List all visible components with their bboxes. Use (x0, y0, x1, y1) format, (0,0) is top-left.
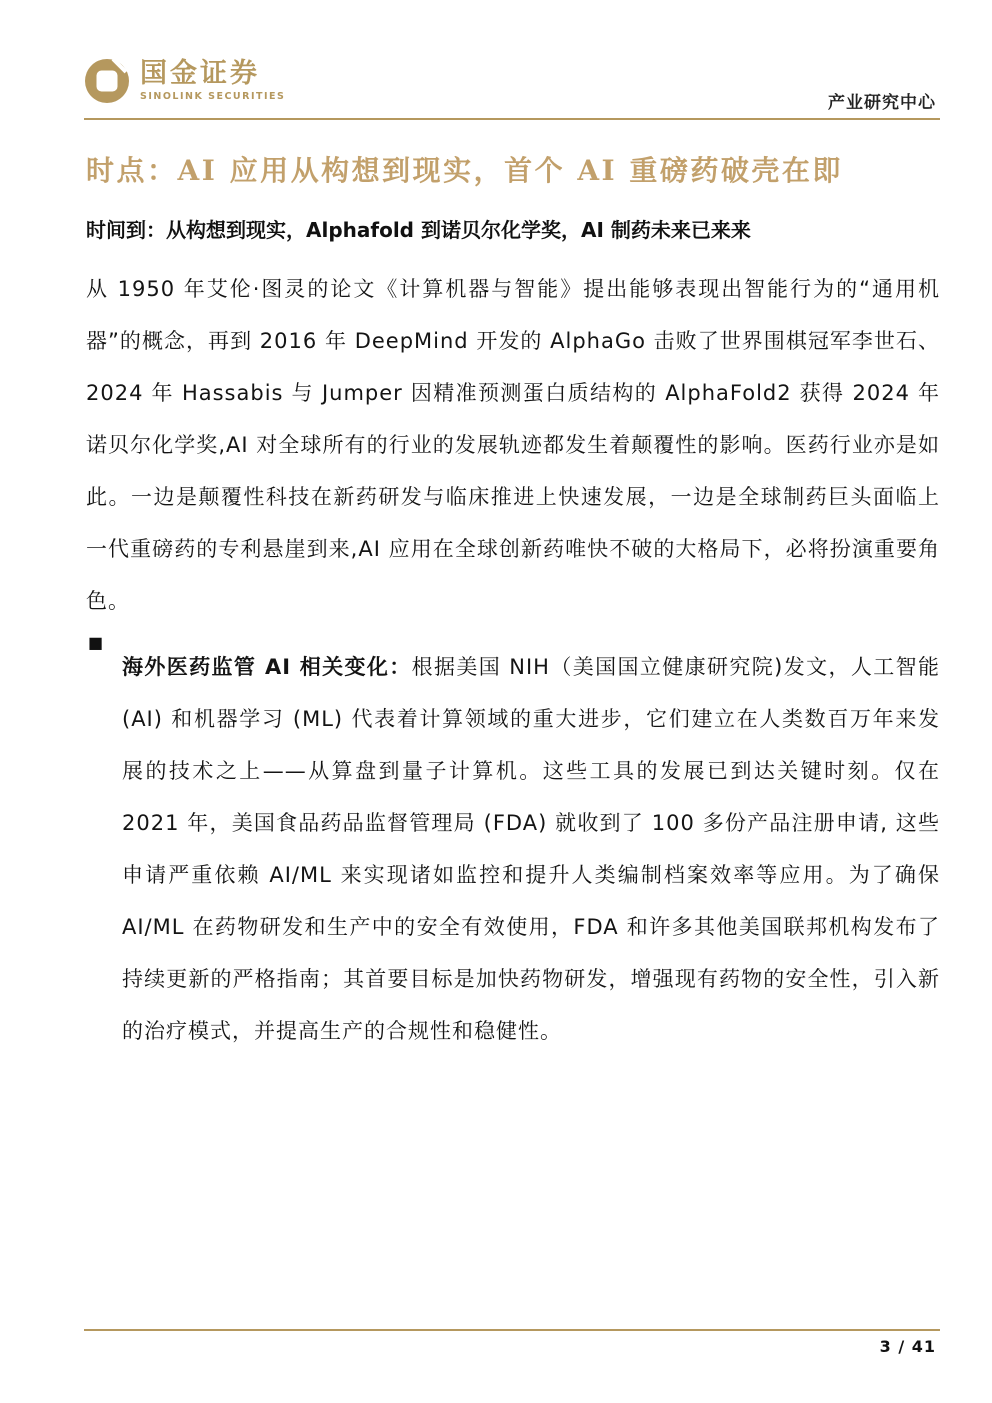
brand-name-en: SINOLINK SECURITIES (140, 91, 286, 103)
bullet-item (86, 620, 940, 1078)
brand-name-cn: 国金证券 (140, 58, 260, 90)
sinolink-logo-icon (84, 58, 130, 104)
bullet-rest: 根据美国 NIH（美国国立健康研究院)发文，人工智能 (AI) 和机器学习 (ML) 代表着计算领域的重大进步，它们建立在人类数百万年来发展的技术之上——从算盘到量子计算机。这些工具的发展已到达关键时刻。仅在 2021 年，美国食品药品监督管理局 (FDA) 就收到了 100 多份产品注册申请, 这些申请严重依赖 AI/ML 来实现诸如监控和提升人类编制档案效率等应用。为了确保 AI/ML 在药物研发和生产中的安全有效使用，FDA 和许多其他美国联邦机构发布了持续更新的严格指南；其首要目标是加快药物研发，增强现有药物的安全性，引入新的治疗模式，并提高生产的合规性和稳健性。 (122, 655, 941, 1043)
department-label: 产业研究中心 (828, 93, 936, 113)
brand-logo (84, 58, 285, 104)
footer-divider (84, 1329, 940, 1331)
body-paragraph: 从 1950 年艾伦·图灵的论文《计算机器与智能》提出能够表现出智能行为的“通用机器”的概念，再到 2016 年 DeepMind 开发的 AlphaGo 击败了世界围棋冠军李世石、2024 年 Hassabis 与 Jumper 因精准预测蛋白质结构的 AlphaFold2 获得 2024 年诺贝尔化学奖,AI 对全球所有的行业的发展轨迹都发生着颠覆性的影响。医药行业亦是如此。一边是颠覆性科技在新药研发与临床推进上快速发展，一边是全球制药巨头面临上一代重磅药的专利悬崖到来,AI 应用在全球创新药唯快不破的大格局下，必将扮演重要角色。 (86, 277, 941, 613)
bullet-text (122, 641, 940, 1057)
brand-text (140, 60, 285, 102)
header-divider (84, 118, 940, 120)
section-subtitle: 时间到：从构想到现实，Alphafold 到诺贝尔化学奖，AI 制药未来已来来 (86, 217, 751, 242)
bullet-lead: 海外医药监管 AI 相关变化： (122, 655, 412, 679)
page-number: 3 / 41 (879, 1337, 936, 1356)
section-title: 时点：AI 应用从构想到现实，首个 AI 重磅药破壳在即 (86, 153, 843, 187)
bullet-square-icon: ■ (88, 633, 104, 652)
